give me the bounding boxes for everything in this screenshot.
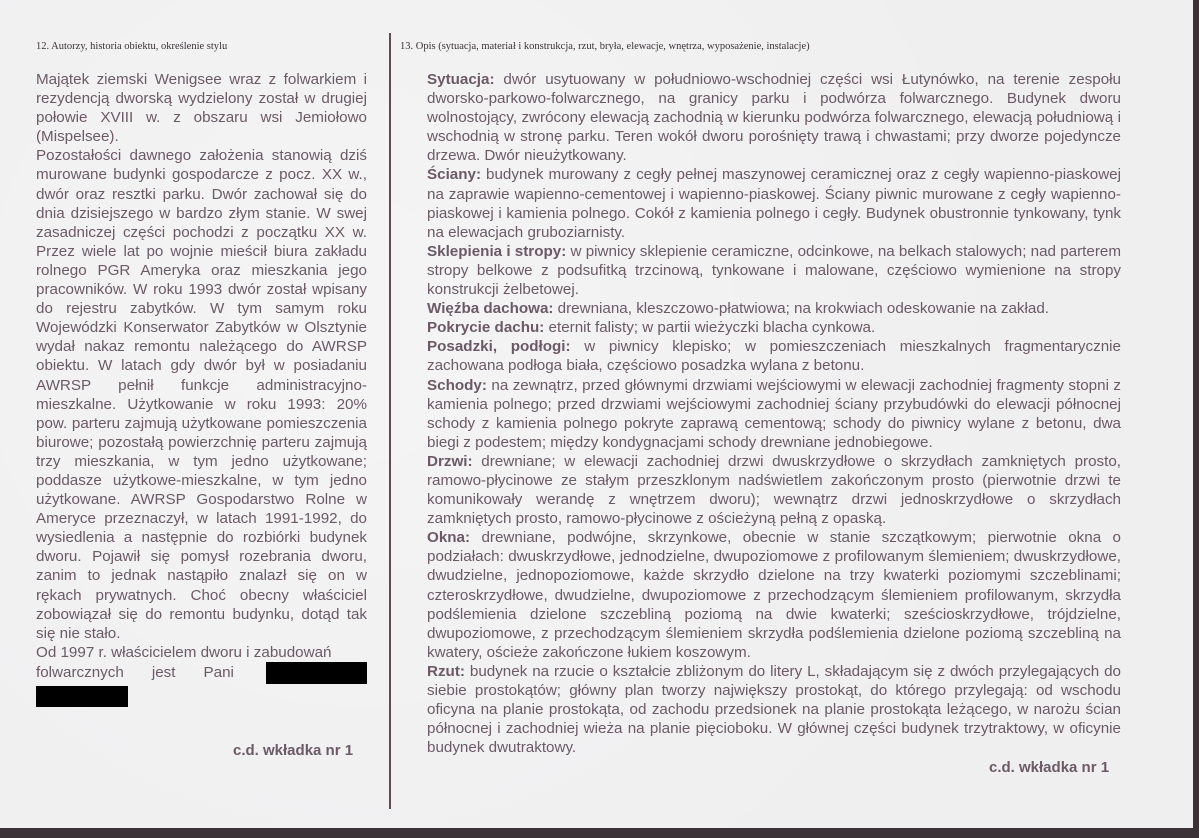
section-12-heading: 12. Autorzy, historia obiektu, określenie stylu (36, 41, 228, 52)
entry-okna: Okna: drewniane, podwójne, skrzynkowe, obecnie w stanie szczątkowym; pierwotnie okna o podziałach: dwuskrzydłowe, jednodzielne, dwupoziomowe z profilowanym ślemieniem; dwuskrzydłowe, dwudzielne, jednopoziomowe, każde skrzydło dzielone na trzy kwaterki poziomymi szczeblinami; czteroskrzydłowe, dwudzielne, dwupoziomowe z przechodzącym ślemieniem profilowanym, skrzydła podślemienia dzielone szczebliną poziomą na dwie kwaterki; sześcioskrzydłowe, trójdzielne, dwupoziomowe, z przechodzącym ślemieniem skrzydła podślemienia dzielone poziomą szczebliną na kwatery, ościeże zakończone łukiem koszowym. (427, 529, 1121, 661)
entry-sytuacja: Sytuacja: dwór usytuowany w południowo-wschodniej części wsi Łutynówko, na terenie zespołu dworsko-parkowo-folwarcznego, na granicy parku i podwórza folwarcznego. Budynek dworu wolnostojący, zwrócony elewacją zachodnią w kierunku podwórza folwarcznego, elewacją południową i wschodnią w stronę parku. Teren wokół dworu porośnięty trawą i chwastami; przy dworze pojedyncze drzewa. Dwór nieużytkowany. (427, 71, 1121, 165)
owner-line-word-2: jest (151, 664, 176, 682)
owner-line (36, 662, 367, 684)
entry-drzwi: Drzwi: drewniane; w elewacji zachodniej drzwi dwuskrzydłowe o skrzydłach zamkniętych prosto, ramowo-płycinowe ze stałym przeszklonym nadświetlem zakończonym prosto (pierwotnie drzwi te komunikowały werandę z wnętrzem dworu); wewnątrz drzwi jednoskrzydłowe o skrzydłach zamkniętych prosto, ramowo-płycinowe z ościeżyną pełną z opaską. (427, 452, 1121, 528)
owner-line-word-3: Pani (203, 664, 234, 682)
entry-wiezba: Więźba dachowa: drewniana, kleszczowo-płatwiowa; na krokwiach odeskowanie na zakład. (427, 300, 1049, 318)
redacted-surname-block (36, 686, 128, 707)
entry-sciany: Ściany: budynek murowany z cegły pełnej maszynowej ceramicznej oraz z cegły wapienno-piaskowej na zaprawie wapienno-cementowej i wapienno-piaskowej. Ściany piwnic murowane z cegły wapienno-piaskowej i kamienia polnego. Cokół z kamienia polnego i cegły. Budynek obustronnie tynkowany, tynk na elewacjach gruboziarnisty. (427, 166, 1121, 241)
continuation-note-right: c.d. wkładka nr 1 (989, 759, 1110, 776)
entry-posadzki: Posadzki, podłogi: w piwnicy klepisko; w pomieszczeniach mieszkalnych fragmentarycznie zachowana podłoga biała, częściowo posadzka wylana z betonu. (427, 338, 1121, 375)
section-13-heading: 13. Opis (sytuacja, materiał i konstrukcja, rzut, bryła, elewacje, wnętrza, wyposażenie, instalacje) (400, 41, 810, 52)
owner-line-word-1: folwarcznych (36, 664, 124, 682)
entry-sklepienia: Sklepienia i stropy: w piwnicy sklepienie ceramiczne, odcinkowe, na belkach stalowych; nad parterem stropy belkowe z podsufitką trzcinową, tynkowane i malowane, częściowo wymienione na stropy konstrukcji żelbetowej. (427, 242, 1121, 299)
redacted-name-block (266, 662, 367, 684)
history-paragraph-1: Majątek ziemski Wenigsee wraz z folwarkiem i rezydencją dworską wydzielony został w drugiej połowie XVIII w. z obszaru wsi Jemiołowo (Mispelsee). (36, 71, 367, 146)
history-text-column (36, 70, 367, 707)
column-divider (389, 33, 391, 809)
continuation-note-left: c.d. wkładka nr 1 (233, 742, 354, 759)
entry-pokrycie: Pokrycie dachu: eternit falisty; w partii wieżyczki blacha cynkowa. (427, 319, 876, 337)
history-paragraph-3: Od 1997 r. właścicielem dworu i zabudowań (36, 643, 332, 661)
history-paragraph-2: Pozostałości dawnego założenia stanowią dziś murowane budynki gospodarcze z pocz. XX w., dwór oraz resztki parku. Dwór zachował się do dnia dzisiejszego w bardzo złym stanie. W swej zasadniczej części pochodzi z początku XX w. Przez wiele lat po wojnie mieścił biura zakładu rolnego PGR Ameryka oraz mieszkania jego pracowników. W roku 1993 dwór został wpisany do rejestru zabytków. W tym samym roku Wojewódzki Konserwator Zabytków w Olsztynie wydał nakaz remontu należącego do AWRSP obiektu. W latach gdy dwór był w posiadaniu AWRSP pełnił funkcje administracyjno-mieszkalne. Użytkowanie w roku 1993: 20% pow. parteru zajmują użytkowane pomieszczenia biurowe; pozostałą powierzchnię parteru zajmują trzy mieszkania, w tym jedno użytkowane; poddasze użytkowe-mieszkalne, w tym jedno użytkowane. AWRSP Gospodarstwo Rolne w Ameryce przeznaczył, w latach 1991-1992, do wysiedlenia a następnie do rozbiórki budynek dworu. Pojawił się pomysł rozebrania dworu, zanim to jednak nastąpiło znalazł się on w rękach prywatnych. Choć obecny właściciel zobowiązał się do remontu budynku, dotąd tak się nie stało. (36, 147, 367, 642)
description-text-column (427, 70, 1121, 757)
entry-rzut: Rzut: budynek na rzucie o kształcie zbliżonym do litery L, składającym się z dwóch przylegających do siebie prostokątów; główny plan tworzy największy prostokąt, do którego przylegają: od wschodu oficyna na planie prostokąta, od zachodu przedsionek na planie prostokąta leżącego, w narożu ścian północnej i zachodniej wieża na planie pięcioboku. W głównej części budynek trzytraktowy, w oficynie budynek dwutraktowy. (427, 662, 1121, 757)
entry-schody: Schody: na zewnątrz, przed głównymi drzwiami wejściowymi w elewacji zachodniej fragmenty stopni z kamienia polnego; przed drzwiami wejściowymi zachodniej ściany przybudówki do elewacji północnej schody z kamienia polnego pokryte zaprawą cementową; schody do piwnicy wylane z betonu, dwa biegi z podestem; między kondygnacjami schody drewniane jednobiegowe. (427, 376, 1121, 451)
